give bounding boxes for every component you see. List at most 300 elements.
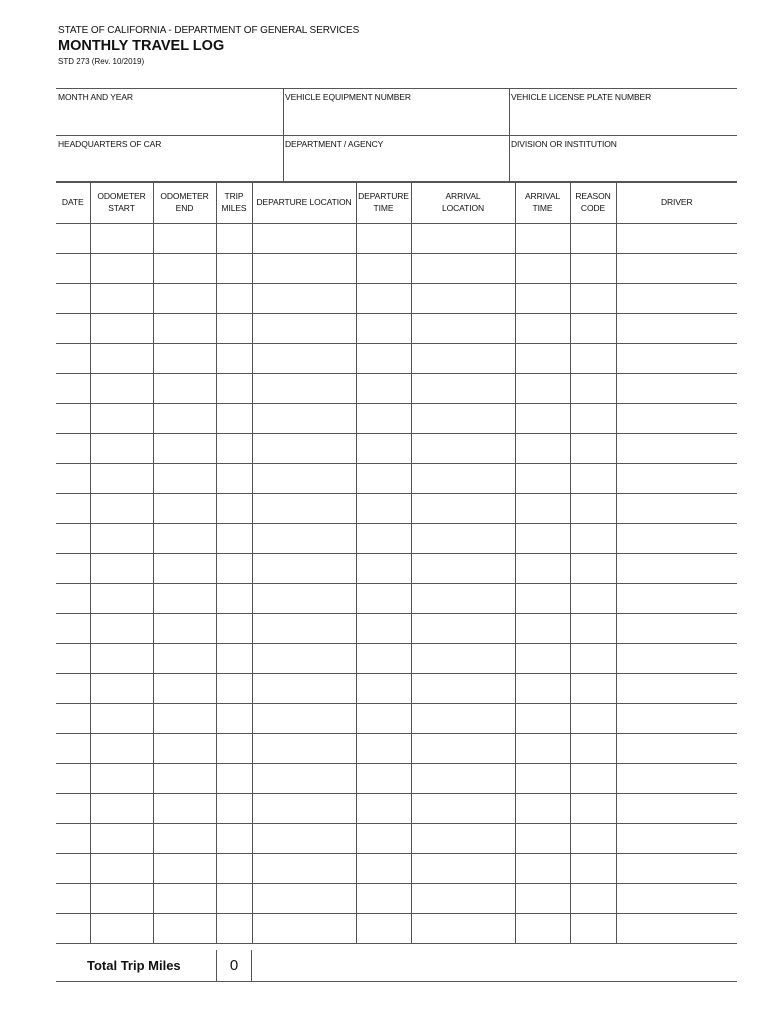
cell-departure-location[interactable]	[252, 824, 356, 854]
cell-departure-time[interactable]	[356, 284, 411, 314]
cell-odometer-end[interactable]	[153, 584, 216, 614]
cell-arrival-time[interactable]	[515, 404, 570, 434]
cell-departure-time[interactable]	[356, 464, 411, 494]
table-row	[56, 224, 737, 254]
cell-arrival-location[interactable]	[411, 824, 515, 854]
column-header-trip-miles	[216, 181, 252, 224]
cell-driver[interactable]	[616, 254, 737, 284]
cell-date[interactable]	[56, 884, 90, 914]
cell-departure-time[interactable]	[356, 884, 411, 914]
cell-reason-code[interactable]	[570, 674, 616, 704]
cell-odometer-start[interactable]	[90, 464, 153, 494]
cell-arrival-time[interactable]	[515, 884, 570, 914]
cell-arrival-time[interactable]	[515, 794, 570, 824]
cell-reason-code[interactable]	[570, 344, 616, 374]
vehicle-license-plate-label: VEHICLE LICENSE PLATE NUMBER	[511, 92, 652, 102]
cell-departure-time[interactable]	[356, 554, 411, 584]
cell-arrival-location[interactable]	[411, 914, 515, 944]
cell-reason-code[interactable]	[570, 434, 616, 464]
cell-reason-code[interactable]	[570, 824, 616, 854]
cell-departure-time[interactable]	[356, 914, 411, 944]
cell-arrival-location[interactable]	[411, 854, 515, 884]
cell-departure-location[interactable]	[252, 284, 356, 314]
cell-trip-miles[interactable]	[216, 374, 252, 404]
cell-arrival-time[interactable]	[515, 254, 570, 284]
cell-odometer-start[interactable]	[90, 254, 153, 284]
cell-departure-time[interactable]	[356, 314, 411, 344]
cell-arrival-time[interactable]	[515, 554, 570, 584]
column-header-text: REASON	[575, 191, 611, 201]
cell-departure-time[interactable]	[356, 854, 411, 884]
cell-departure-location[interactable]	[252, 584, 356, 614]
cell-driver[interactable]	[616, 464, 737, 494]
form-number: STD 273 (Rev. 10/2019)	[58, 57, 145, 66]
cell-departure-location[interactable]	[252, 734, 356, 764]
cell-arrival-time[interactable]	[515, 374, 570, 404]
cell-reason-code[interactable]	[570, 314, 616, 344]
cell-departure-time[interactable]	[356, 254, 411, 284]
cell-date[interactable]	[56, 854, 90, 884]
column-header-departure-location	[252, 181, 356, 224]
cell-odometer-end[interactable]	[153, 554, 216, 584]
cell-odometer-start[interactable]	[90, 734, 153, 764]
cell-reason-code[interactable]	[570, 734, 616, 764]
cell-arrival-time[interactable]	[515, 614, 570, 644]
cell-driver[interactable]	[616, 434, 737, 464]
cell-driver[interactable]	[616, 404, 737, 434]
cell-date[interactable]	[56, 434, 90, 464]
cell-trip-miles[interactable]	[216, 254, 252, 284]
column-header-text: DEPARTURE LOCATION	[256, 197, 352, 207]
cell-departure-location[interactable]	[252, 674, 356, 704]
cell-arrival-location[interactable]	[411, 494, 515, 524]
cell-odometer-end[interactable]	[153, 734, 216, 764]
cell-departure-location[interactable]	[252, 914, 356, 944]
cell-odometer-start[interactable]	[90, 224, 153, 254]
cell-arrival-location[interactable]	[411, 614, 515, 644]
cell-reason-code[interactable]	[570, 224, 616, 254]
cell-driver[interactable]	[616, 284, 737, 314]
cell-odometer-start[interactable]	[90, 914, 153, 944]
cell-odometer-end[interactable]	[153, 464, 216, 494]
column-header-text: LOCATION	[441, 203, 485, 213]
cell-departure-time[interactable]	[356, 494, 411, 524]
cell-arrival-location[interactable]	[411, 224, 515, 254]
cell-departure-location[interactable]	[252, 554, 356, 584]
cell-odometer-end[interactable]	[153, 254, 216, 284]
cell-driver[interactable]	[616, 734, 737, 764]
cell-trip-miles[interactable]	[216, 464, 252, 494]
cell-date[interactable]	[56, 644, 90, 674]
column-header-reason-code	[570, 181, 616, 224]
cell-arrival-location[interactable]	[411, 254, 515, 284]
cell-odometer-start[interactable]	[90, 524, 153, 554]
cell-departure-location[interactable]	[252, 794, 356, 824]
table-row	[56, 314, 737, 344]
cell-date[interactable]	[56, 464, 90, 494]
cell-odometer-end[interactable]	[153, 404, 216, 434]
cell-arrival-time[interactable]	[515, 704, 570, 734]
cell-trip-miles[interactable]	[216, 734, 252, 764]
cell-date[interactable]	[56, 704, 90, 734]
cell-arrival-location[interactable]	[411, 584, 515, 614]
cell-reason-code[interactable]	[570, 374, 616, 404]
cell-date[interactable]	[56, 404, 90, 434]
cell-reason-code[interactable]	[570, 764, 616, 794]
cell-driver[interactable]	[616, 524, 737, 554]
cell-arrival-location[interactable]	[411, 884, 515, 914]
cell-departure-location[interactable]	[252, 464, 356, 494]
cell-arrival-time[interactable]	[515, 224, 570, 254]
cell-date[interactable]	[56, 314, 90, 344]
cell-departure-location[interactable]	[252, 524, 356, 554]
column-header-text: TIME	[532, 203, 553, 213]
cell-odometer-end[interactable]	[153, 314, 216, 344]
vehicle-license-plate-field[interactable]	[509, 89, 737, 135]
cell-driver[interactable]	[616, 614, 737, 644]
cell-arrival-time[interactable]	[515, 524, 570, 554]
cell-departure-location[interactable]	[252, 434, 356, 464]
cell-date[interactable]	[56, 824, 90, 854]
cell-arrival-location[interactable]	[411, 794, 515, 824]
cell-arrival-time[interactable]	[515, 494, 570, 524]
cell-arrival-location[interactable]	[411, 644, 515, 674]
cell-departure-location[interactable]	[252, 374, 356, 404]
column-header-text: START	[108, 203, 135, 213]
cell-arrival-location[interactable]	[411, 314, 515, 344]
cell-odometer-start[interactable]	[90, 674, 153, 704]
cell-date[interactable]	[56, 284, 90, 314]
cell-departure-location[interactable]	[252, 764, 356, 794]
cell-driver[interactable]	[616, 824, 737, 854]
cell-driver[interactable]	[616, 644, 737, 674]
cell-arrival-time[interactable]	[515, 644, 570, 674]
cell-odometer-start[interactable]	[90, 344, 153, 374]
cell-odometer-start[interactable]	[90, 614, 153, 644]
column-header-text: ARRIVAL	[445, 191, 481, 201]
cell-departure-time[interactable]	[356, 224, 411, 254]
cell-odometer-end[interactable]	[153, 224, 216, 254]
cell-departure-time[interactable]	[356, 344, 411, 374]
cell-trip-miles[interactable]	[216, 404, 252, 434]
table-row	[56, 734, 737, 764]
division-field[interactable]	[509, 136, 737, 181]
table-header-row	[56, 181, 737, 224]
cell-date[interactable]	[56, 764, 90, 794]
cell-trip-miles[interactable]	[216, 854, 252, 884]
cell-arrival-location[interactable]	[411, 344, 515, 374]
cell-odometer-end[interactable]	[153, 794, 216, 824]
cell-odometer-end[interactable]	[153, 674, 216, 704]
cell-trip-miles[interactable]	[216, 764, 252, 794]
column-header-text: DRIVER	[660, 197, 693, 207]
cell-date[interactable]	[56, 614, 90, 644]
cell-reason-code[interactable]	[570, 914, 616, 944]
table-row	[56, 404, 737, 434]
month-year-field[interactable]	[56, 89, 284, 135]
cell-odometer-start[interactable]	[90, 764, 153, 794]
cell-reason-code[interactable]	[570, 254, 616, 284]
cell-departure-time[interactable]	[356, 584, 411, 614]
total-trip-miles-value[interactable]: 0	[216, 950, 252, 981]
total-trip-miles-label: Total Trip Miles	[87, 958, 181, 973]
cell-departure-time[interactable]	[356, 434, 411, 464]
cell-odometer-start[interactable]	[90, 554, 153, 584]
cell-trip-miles[interactable]	[216, 494, 252, 524]
cell-trip-miles[interactable]	[216, 644, 252, 674]
vehicle-info-section	[56, 88, 737, 183]
cell-trip-miles[interactable]	[216, 284, 252, 314]
vehicle-equipment-number-label: VEHICLE EQUIPMENT NUMBER	[285, 92, 411, 102]
cell-date[interactable]	[56, 254, 90, 284]
cell-trip-miles[interactable]	[216, 824, 252, 854]
cell-odometer-start[interactable]	[90, 884, 153, 914]
column-header-departure-time	[356, 181, 411, 224]
cell-odometer-end[interactable]	[153, 764, 216, 794]
cell-odometer-start[interactable]	[90, 494, 153, 524]
cell-departure-time[interactable]	[356, 794, 411, 824]
cell-departure-location[interactable]	[252, 884, 356, 914]
column-header-text: ODOMETER	[160, 191, 209, 201]
cell-arrival-time[interactable]	[515, 764, 570, 794]
cell-departure-location[interactable]	[252, 404, 356, 434]
cell-odometer-start[interactable]	[90, 374, 153, 404]
column-header-text: MILES	[221, 203, 247, 213]
department-agency-label: DEPARTMENT / AGENCY	[285, 139, 384, 149]
cell-driver[interactable]	[616, 224, 737, 254]
column-header-text: DEPARTURE	[358, 191, 409, 201]
cell-departure-location[interactable]	[252, 494, 356, 524]
cell-arrival-time[interactable]	[515, 584, 570, 614]
table-row	[56, 854, 737, 884]
table-row	[56, 374, 737, 404]
table-row	[56, 434, 737, 464]
cell-departure-time[interactable]	[356, 824, 411, 854]
cell-reason-code[interactable]	[570, 494, 616, 524]
cell-odometer-end[interactable]	[153, 704, 216, 734]
cell-reason-code[interactable]	[570, 464, 616, 494]
cell-trip-miles[interactable]	[216, 524, 252, 554]
cell-odometer-end[interactable]	[153, 644, 216, 674]
cell-odometer-end[interactable]	[153, 824, 216, 854]
table-row	[56, 824, 737, 854]
table-row	[56, 584, 737, 614]
cell-odometer-end[interactable]	[153, 914, 216, 944]
cell-date[interactable]	[56, 344, 90, 374]
cell-driver[interactable]	[616, 764, 737, 794]
cell-arrival-location[interactable]	[411, 434, 515, 464]
table-row	[56, 764, 737, 794]
cell-arrival-location[interactable]	[411, 524, 515, 554]
cell-odometer-start[interactable]	[90, 434, 153, 464]
cell-departure-location[interactable]	[252, 254, 356, 284]
headquarters-label: HEADQUARTERS OF CAR	[58, 139, 162, 149]
cell-arrival-location[interactable]	[411, 734, 515, 764]
cell-date[interactable]	[56, 914, 90, 944]
cell-driver[interactable]	[616, 914, 737, 944]
cell-trip-miles[interactable]	[216, 434, 252, 464]
cell-departure-location[interactable]	[252, 854, 356, 884]
cell-trip-miles[interactable]	[216, 914, 252, 944]
cell-driver[interactable]	[616, 884, 737, 914]
cell-date[interactable]	[56, 374, 90, 404]
cell-driver[interactable]	[616, 494, 737, 524]
cell-arrival-location[interactable]	[411, 554, 515, 584]
cell-reason-code[interactable]	[570, 794, 616, 824]
cell-departure-location[interactable]	[252, 224, 356, 254]
cell-departure-location[interactable]	[252, 314, 356, 344]
cell-odometer-start[interactable]	[90, 584, 153, 614]
cell-odometer-end[interactable]	[153, 884, 216, 914]
cell-reason-code[interactable]	[570, 524, 616, 554]
cell-odometer-start[interactable]	[90, 794, 153, 824]
cell-arrival-location[interactable]	[411, 764, 515, 794]
cell-departure-time[interactable]	[356, 404, 411, 434]
cell-odometer-end[interactable]	[153, 374, 216, 404]
agency-name: STATE OF CALIFORNIA - DEPARTMENT OF GENERAL SERVICES	[58, 25, 360, 36]
cell-driver[interactable]	[616, 794, 737, 824]
table-row	[56, 674, 737, 704]
cell-arrival-time[interactable]	[515, 734, 570, 764]
cell-arrival-time[interactable]	[515, 434, 570, 464]
headquarters-field[interactable]	[56, 136, 284, 181]
cell-departure-time[interactable]	[356, 674, 411, 704]
cell-odometer-end[interactable]	[153, 344, 216, 374]
cell-odometer-end[interactable]	[153, 854, 216, 884]
cell-arrival-location[interactable]	[411, 284, 515, 314]
column-header-date	[56, 181, 90, 224]
cell-date[interactable]	[56, 524, 90, 554]
cell-date[interactable]	[56, 554, 90, 584]
cell-arrival-time[interactable]	[515, 344, 570, 374]
cell-arrival-time[interactable]	[515, 854, 570, 884]
cell-reason-code[interactable]	[570, 614, 616, 644]
table-row	[56, 914, 737, 944]
cell-trip-miles[interactable]	[216, 704, 252, 734]
table-row	[56, 614, 737, 644]
cell-odometer-start[interactable]	[90, 644, 153, 674]
cell-arrival-time[interactable]	[515, 824, 570, 854]
cell-odometer-start[interactable]	[90, 284, 153, 314]
column-header-driver	[616, 181, 737, 224]
cell-date[interactable]	[56, 224, 90, 254]
cell-trip-miles[interactable]	[216, 314, 252, 344]
cell-arrival-location[interactable]	[411, 464, 515, 494]
cell-arrival-time[interactable]	[515, 314, 570, 344]
cell-trip-miles[interactable]	[216, 794, 252, 824]
cell-reason-code[interactable]	[570, 884, 616, 914]
cell-departure-location[interactable]	[252, 704, 356, 734]
cell-driver[interactable]	[616, 344, 737, 374]
cell-arrival-location[interactable]	[411, 674, 515, 704]
cell-odometer-end[interactable]	[153, 434, 216, 464]
cell-trip-miles[interactable]	[216, 584, 252, 614]
cell-odometer-end[interactable]	[153, 614, 216, 644]
cell-odometer-start[interactable]	[90, 824, 153, 854]
form-title: MONTHLY TRAVEL LOG	[58, 38, 225, 54]
column-header-text: ARRIVAL	[524, 191, 561, 201]
cell-reason-code[interactable]	[570, 854, 616, 884]
cell-departure-time[interactable]	[356, 644, 411, 674]
cell-driver[interactable]	[616, 314, 737, 344]
cell-trip-miles[interactable]	[216, 884, 252, 914]
cell-driver[interactable]	[616, 554, 737, 584]
cell-driver[interactable]	[616, 704, 737, 734]
cell-departure-time[interactable]	[356, 734, 411, 764]
total-row	[56, 950, 737, 982]
cell-odometer-start[interactable]	[90, 704, 153, 734]
cell-arrival-location[interactable]	[411, 374, 515, 404]
cell-reason-code[interactable]	[570, 284, 616, 314]
table-row	[56, 554, 737, 584]
cell-departure-location[interactable]	[252, 644, 356, 674]
column-header-arrival-time	[515, 181, 570, 224]
cell-reason-code[interactable]	[570, 554, 616, 584]
cell-departure-time[interactable]	[356, 374, 411, 404]
cell-date[interactable]	[56, 734, 90, 764]
cell-driver[interactable]	[616, 674, 737, 704]
table-row	[56, 464, 737, 494]
table-body	[56, 224, 737, 944]
cell-arrival-time[interactable]	[515, 674, 570, 704]
cell-date[interactable]	[56, 794, 90, 824]
table-row	[56, 794, 737, 824]
division-label: DIVISION OR INSTITUTION	[511, 139, 617, 149]
cell-trip-miles[interactable]	[216, 224, 252, 254]
cell-arrival-location[interactable]	[411, 704, 515, 734]
table-row	[56, 644, 737, 674]
divider	[56, 135, 737, 136]
cell-trip-miles[interactable]	[216, 614, 252, 644]
cell-odometer-end[interactable]	[153, 284, 216, 314]
cell-odometer-start[interactable]	[90, 404, 153, 434]
cell-trip-miles[interactable]	[216, 344, 252, 374]
cell-departure-location[interactable]	[252, 614, 356, 644]
cell-arrival-time[interactable]	[515, 464, 570, 494]
cell-trip-miles[interactable]	[216, 554, 252, 584]
cell-reason-code[interactable]	[570, 644, 616, 674]
month-year-label: MONTH AND YEAR	[58, 92, 133, 102]
cell-odometer-end[interactable]	[153, 524, 216, 554]
cell-departure-time[interactable]	[356, 764, 411, 794]
cell-arrival-time[interactable]	[515, 284, 570, 314]
table-row	[56, 254, 737, 284]
cell-reason-code[interactable]	[570, 584, 616, 614]
cell-arrival-time[interactable]	[515, 914, 570, 944]
cell-driver[interactable]	[616, 854, 737, 884]
cell-odometer-start[interactable]	[90, 314, 153, 344]
cell-reason-code[interactable]	[570, 704, 616, 734]
cell-arrival-location[interactable]	[411, 404, 515, 434]
cell-departure-time[interactable]	[356, 614, 411, 644]
cell-odometer-start[interactable]	[90, 854, 153, 884]
cell-departure-time[interactable]	[356, 524, 411, 554]
column-header-odometer-end	[153, 181, 216, 224]
cell-date[interactable]	[56, 674, 90, 704]
cell-date[interactable]	[56, 494, 90, 524]
vehicle-equipment-number-field[interactable]	[283, 89, 510, 135]
cell-odometer-end[interactable]	[153, 494, 216, 524]
column-header-text: CODE	[580, 203, 606, 213]
cell-driver[interactable]	[616, 584, 737, 614]
cell-date[interactable]	[56, 584, 90, 614]
cell-departure-location[interactable]	[252, 344, 356, 374]
cell-driver[interactable]	[616, 374, 737, 404]
cell-departure-time[interactable]	[356, 704, 411, 734]
cell-reason-code[interactable]	[570, 404, 616, 434]
cell-trip-miles[interactable]	[216, 674, 252, 704]
department-agency-field[interactable]	[283, 136, 510, 181]
